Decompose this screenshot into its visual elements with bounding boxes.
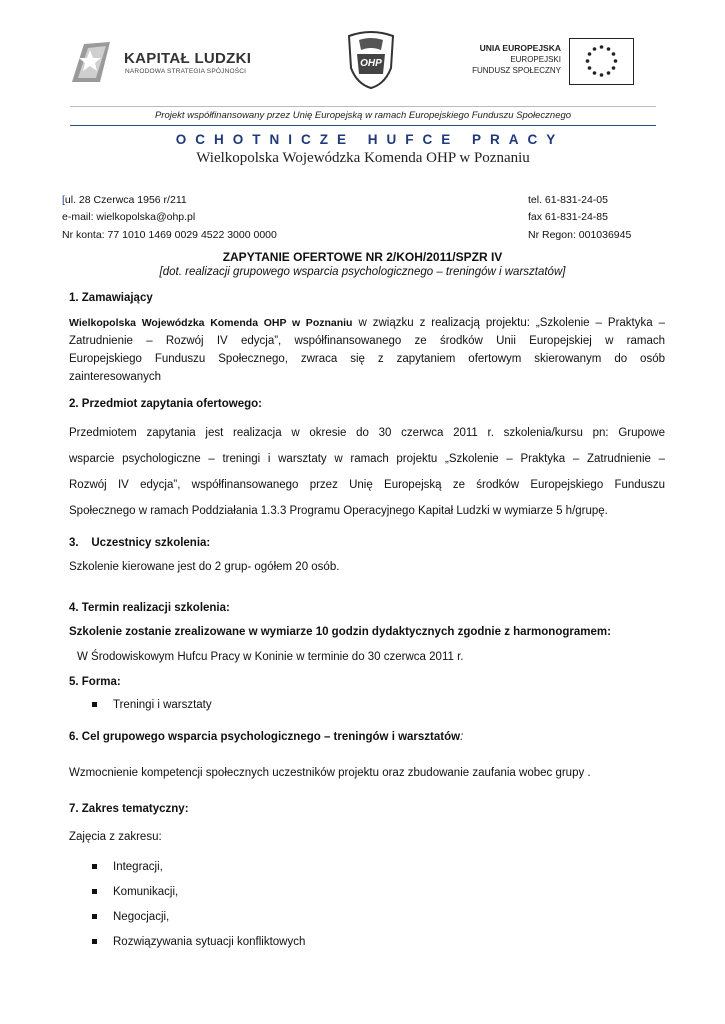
eu-line-3: FUNDUSZ SPOŁECZNY: [472, 66, 561, 75]
header-divider-bottom: [70, 125, 656, 126]
eu-text-block: [455, 43, 561, 76]
eu-line-2: EUROPEJSKI: [510, 55, 561, 64]
bullet-icon: [92, 914, 97, 919]
org-name: OCHOTNICZE HUFCE PRACY: [175, 132, 565, 147]
kapital-ludzki-subtitle: NARODOWA STRATEGIA SPÓJNOŚCI: [125, 68, 247, 75]
section-6-heading: 6. Cel grupowego wsparcia psychologicznego – treningów i warsztatów:: [69, 731, 464, 743]
list-item: Treningi i warsztaty: [92, 699, 212, 711]
bullet-icon: [92, 889, 97, 894]
contact-regon: Nr Regon: 001036945: [528, 229, 632, 241]
section-4-bold-text: Szkolenie zostanie zrealizowane w wymiarze 10 godzin dydaktycznych zgodnie z harmonogramem:: [69, 626, 611, 638]
section-7-heading: 7. Zakres tematyczny:: [69, 803, 189, 815]
kapital-ludzki-title: KAPITAŁ LUDZKI: [124, 50, 252, 67]
section-6-text: Wzmocnienie kompetencji społecznych uczestników projektu oraz zbudowanie zaufania wobec grupy .: [69, 767, 591, 779]
eu-flag-icon: [569, 38, 634, 85]
list-item: Negocjacji,: [92, 911, 169, 923]
section-1-heading: 1. Zamawiający: [69, 292, 153, 304]
bullet-icon: [92, 864, 97, 869]
contact-account: Nr konta: 77 1010 1469 0029 4522 3000 0000: [62, 229, 277, 241]
document-title: ZAPYTANIE OFERTOWE NR 2/KOH/2011/SPZR IV: [222, 250, 503, 264]
contact-tel: tel. 61-831-24-05: [528, 194, 608, 206]
kapital-ludzki-emblem-icon: [70, 38, 112, 84]
ohp-badge-text: OHP: [360, 58, 382, 69]
section-4-heading: 4. Termin realizacji szkolenia:: [69, 602, 230, 614]
section-3-text: Szkolenie kierowane jest do 2 grup- ogółem 20 osób.: [69, 561, 340, 573]
bullet-icon: [92, 702, 97, 707]
section-2-text: Przedmiotem zapytania jest realizacja w okresie do 30 czerwca 2011 r. szkolenia/kursu pn: Grupowe wsparcie psychologiczne – treningi i warsztaty w ramach projektu „Szkolenie – Praktyka – Zatrudnienie – Rozwój IV edycja”, współfinansowanego przez Unię Europejską ze środków Europejskiego Funduszu Społecznego w ramach Poddziałania 1.3.3 Programu Operacyjnego Kapitał Ludzki w wymiarze 5 h/grupę.: [69, 427, 665, 517]
contact-address: [ul. 28 Czerwca 1956 r/211: [62, 194, 187, 206]
cofinanced-notice: Projekt współfinansowany przez Unię Europejską w ramach Europejskiego Funduszu Społecznego: [154, 110, 572, 121]
eu-line-1: UNIA EUROPEJSKA: [479, 43, 561, 53]
bullet-icon: [92, 939, 97, 944]
contact-fax: fax 61-831-24-85: [528, 211, 608, 223]
ohp-logo: [345, 30, 397, 90]
section-4-text: W Środowiskowym Hufcu Pracy w Koninie w terminie do 30 czerwca 2011 r.: [77, 651, 464, 663]
kapital-ludzki-logo: [70, 36, 300, 86]
document-subtitle: [dot. realizacji grupowego wsparcia psychologicznego – treningów i warsztatów]: [159, 266, 566, 278]
list-item: Integracji,: [92, 861, 163, 873]
list-item: Komunikacji,: [92, 886, 178, 898]
section-2-heading: 2. Przedmiot zapytania ofertowego:: [69, 398, 262, 410]
section-3-heading: 3. Uczestnicy szkolenia:: [69, 537, 211, 549]
section-1-text: Wielkopolska Wojewódzka Komenda OHP w Poznaniu w związku z realizacją projektu: „Szkolenie – Praktyka – Zatrudnienie – Rozwój IV edycja”, współfinansowanego ze środków Unii Europejskiej w ramach Europejskiego Funduszu Społecznego, zwraca się z zapytaniem ofertowym skierowanym do osób zainteresowanych: [69, 317, 665, 383]
list-item: Rozwiązywania sytuacji konfliktowych: [92, 936, 305, 948]
section-7-intro: Zajęcia z zakresu:: [69, 831, 162, 843]
contact-email: e-mail: wielkopolska@ohp.pl: [62, 211, 196, 223]
header-divider-top: [70, 106, 656, 107]
org-subtitle: Wielkopolska Wojewódzka Komenda OHP w Poznaniu: [196, 150, 530, 166]
section-5-heading: 5. Forma:: [69, 676, 121, 688]
